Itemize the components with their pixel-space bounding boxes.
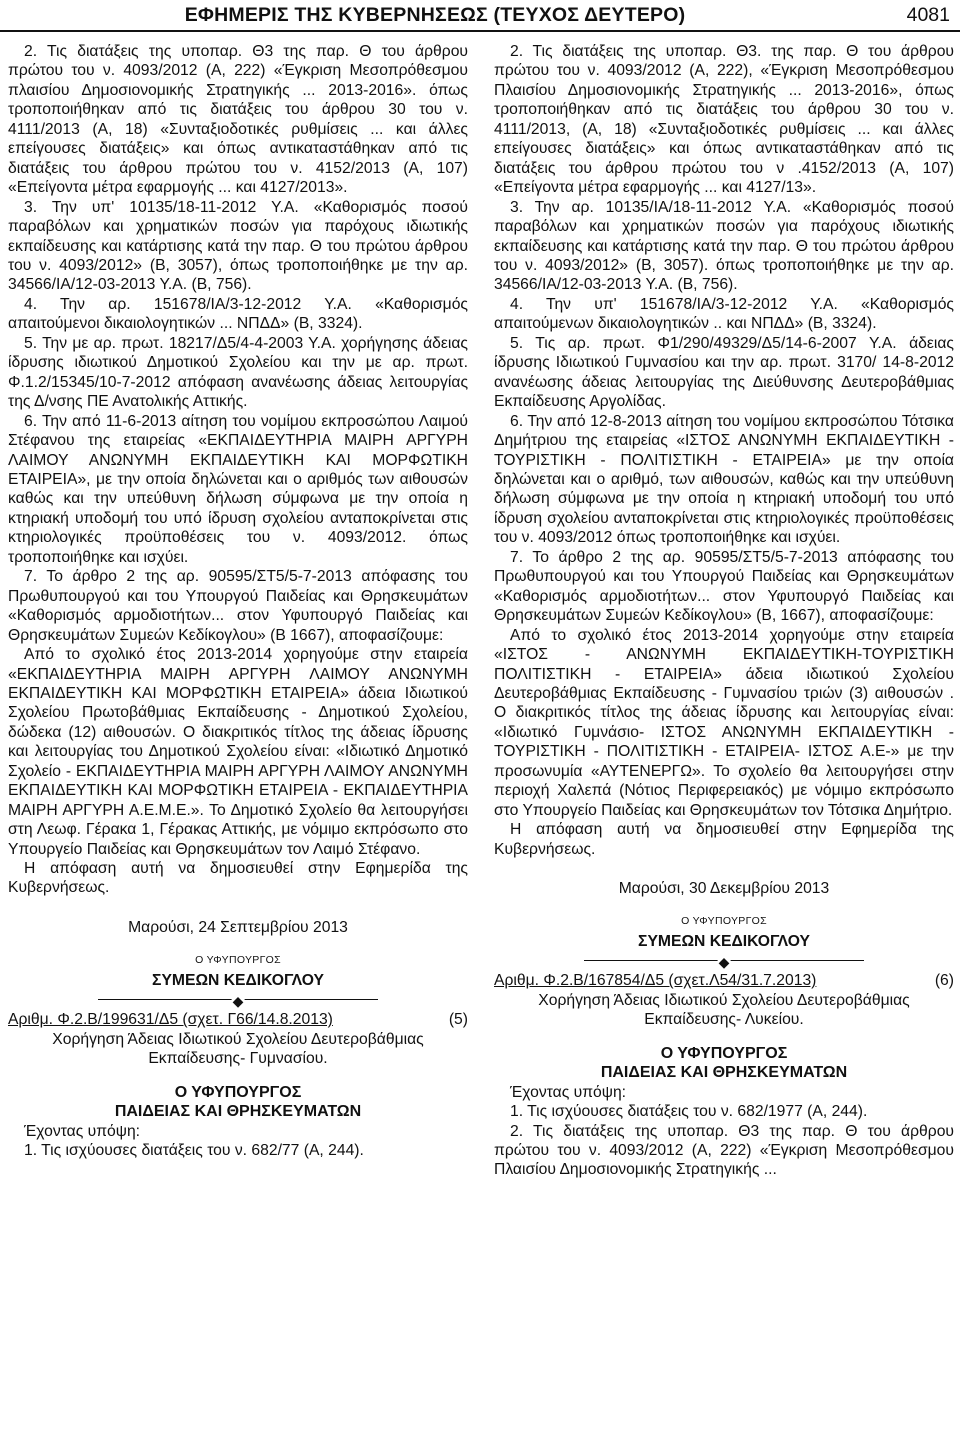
header-rule [0, 30, 960, 32]
paragraph: 4. Την αρ. 151678/ΙΑ/3-12-2012 Υ.Α. «Καθορισμός απαιτούμενοι δικαιολογητικών ... ΝΠΔΔ» (Β, 3324). [8, 295, 468, 333]
diamond-icon: ◆ [718, 953, 731, 972]
gazette-title: ΕΦΗΜΕΡΙΣ ΤΗΣ ΚΥΒΕΡΝΗΣΕΩΣ (ΤΕΥΧΟΣ ΔΕΥΤΕΡΟ) [184, 4, 686, 26]
paragraph: 2. Τις διατάξεις της υποπαρ. Θ3. της παρ. Θ του άρθρου πρώτου του ν. 4093/2012 (Α, 222), «Έγκριση Μεσοπρόθεσμου Πλαισίου Δημοσιονομικής Στρατηγικής ... 2013-2016», όπως τροποποιήθηκαν από τις διατάξεις του άρθρου 30 του ν. 4111/2013, (Α, 18) «Συνταξιοδοτικές ρυθμίσεις ... και άλλες επείγουσες διατάξεις» και όπως αντικαταστάθηκαν από τις διατάξεις του άρθρου πρώτου του ν .4152/2013 (Α, 107) «Επείγοντα μέτρα εφαρμογής ... και 4127/13». [494, 43, 954, 197]
page-header [0, 0, 960, 34]
place-date: Μαρούσι, 30 Δεκεμβρίου 2013 [618, 880, 830, 898]
reference-number: Αριθμ. Φ.2.Β/167854/Δ5 (σχετ.Λ54/31.7.2013) [494, 972, 817, 990]
minister-heading: Ο ΥΦΥΠΟΥΡΓΟΣ [660, 1044, 788, 1062]
decision-subject: Χορήγηση Άδειας Ιδιωτικού Σχολείου Δευτεροβάθμιας Εκπαίδευσης- Γυμνασίου. [52, 1030, 424, 1068]
paragraph: Από το σχολικό έτος 2013-2014 χορηγούμε στην εταιρεία «ΙΣΤΟΣ - ΑΝΩΝΥΜΗ ΕΚΠΑΙΔΕΥΤΙΚΗ-ΤΟΥΡΙΣΤΙΚΗ ΠΟΛΙΤΙΣΤΙΚΗ - ΕΤΑΙΡΕΙΑ» άδεια ιδιωτικού Σχολείου Δευτεροβάθμιας Εκπαίδευσης - Γυμνασίου τριών (3) αιθουσών . Ο διακριτικός τίτλος της άδειας ίδρυσης και λειτουργίας είναι: «Ιδιωτικό Γυμνάσιο- ΙΣΤΟΣ ΑΝΩΝΥΜΗ ΕΚΠΑΙΔΕΥΤΙΚΗ - ΤΟΥΡΙΣΤΙΚΗ - ΠΟΛΙΤΙΣΤΙΚΗ - ΕΤΑΙΡΕΙΑ- ΙΣΤΟΣ Α.Ε-» με την προσωνυμία «ΑΥΤΕΝΕΡΓΩ». Το σχολείο θα λειτουργήσει στην περιοχή Χαλεπά (Νότιος Περιφερειακός) με νόμιμο εκπρόσωπο στο Υπουργείο Παιδείας και Θρησκευμάτων τον Τότσικα Δημήτριο. [494, 626, 954, 819]
signer-name: ΣΥΜΕΩΝ ΚΕΔΙΚΟΓΛΟΥ [638, 932, 810, 950]
paragraph: 3. Την αρ. 10135/ΙΑ/18-11-2012 Υ.Α. «Καθορισμός ποσού παραβόλων και χρηματικών ποσών για παρόχους ιδιωτικής εκπαίδευσης και κατάρτισης κατά την παρ. Θ του πρώτου άρθρου του ν. 4093/2012» (Β, 3057). όπως τροποποιήθηκε με την αρ. 34566/ΙΑ/12-03-2013 Υ.Α. (Β, 756). [494, 198, 954, 294]
decision-reference [494, 971, 954, 990]
paragraph: Η απόφαση αυτή να δημοσιευθεί στην Εφημερίδα της Κυβερνήσεως. [494, 821, 954, 858]
paragraph: 7. Το άρθρο 2 της αρ. 90595/ΣΤ5/5-7-2013 απόφασης του Πρωθυπουργού και του Υπουργού Παιδείας και Θρησκευμάτων «Καθορισμός αρμοδιοτήτων... στον Υφυπουργό Παιδείας και Θρησκευμάτων Συμεών Κεδίκογλου» (Β, 1667), αποφασίζουμε: [494, 548, 954, 625]
place-date: Μαρούσι, 24 Σεπτεμβρίου 2013 [128, 918, 348, 936]
paragraph: 1. Τις ισχύουσες διατάξεις του ν. 682/77 (Α, 244). [24, 1142, 364, 1160]
decision-index: (5) [448, 1011, 468, 1029]
signer-name: ΣΥΜΕΩΝ ΚΕΔΙΚΟΓΛΟΥ [152, 971, 324, 989]
paragraph: 6. Την από 12-8-2013 αίτηση του νομίμου εκπροσώπου Τότσικα Δημήτριου της εταιρείας «ΙΣΤΟΣ ΑΝΩΝΥΜΗ ΕΚΠΑΙΔΕΥΤΙΚΗ - ΤΟΥΡΙΣΤΙΚΗ - ΠΟΛΙΤΙΣΤΙΚΗ - ΕΤΑΙΡΕΙΑ» με την οποία δηλώνεται και ο αριθμό, των αιθουσών, καθώς και την υπεύθυνη δήλωση σύμφωνα με την οποία η κτηριακή υποδομή του υπό ίδρυση σχολείου ανταποκρίνεται στις κτηριολογικές προϋποθέσεις του ν. 4093/2012 όπως τροποποιήθηκε και ισχύει. [494, 412, 954, 547]
paragraph: 3. Την υπ' 10135/18-11-2012 Υ.Α. «Καθορισμός ποσού παραβόλων και χρηματικών ποσών για παρόχους ιδιωτικής εκπαίδευσης και κατάρτισης κατά την παρ. Θ του πρώτου άρθρου του ν. 4093/2012» (Β, 3057), όπως τροποποιήθηκε με την αρ. 34566/ΙΑ/12-03-2013 Υ.Α. (Β, 756). [8, 198, 468, 294]
paragraph: Η απόφαση αυτή να δημοσιευθεί στην Εφημερίδα της Κυβερνήσεως. [8, 860, 468, 897]
signer-role: Ο ΥΦΥΠΟΥΡΓΟΣ [195, 954, 281, 967]
considering-label: Έχοντας υπόψη: [24, 1122, 141, 1140]
decision-subject: Χορήγηση Άδειας Ιδιωτικού Σχολείου Δευτεροβάθμιας Εκπαίδευσης- Λυκείου. [538, 991, 910, 1029]
paragraph: 7. Το άρθρο 2 της αρ. 90595/ΣΤ5/5-7-2013 απόφασης του Πρωθυπουργού και του Υπουργού Παιδείας και Θρησκευμάτων «Καθορισμός αρμοδιοτήτων... στον Υφυπουργό Παιδείας και Θρησκευμάτων Συμεών Κεδίκογλου» (Β 1667), αποφασίζουμε: [8, 568, 468, 644]
diamond-icon: ◆ [232, 992, 245, 1011]
ministry-heading: ΠΑΙΔΕΙΑΣ ΚΑΙ ΘΡΗΣΚΕΥΜΑΤΩΝ [114, 1103, 362, 1121]
section-divider [8, 990, 468, 1010]
page-number: 4081 [906, 4, 950, 26]
section-divider [494, 951, 954, 971]
ministry-heading: ΠΑΙΔΕΙΑΣ ΚΑΙ ΘΡΗΣΚΕΥΜΑΤΩΝ [600, 1064, 848, 1082]
right-column [494, 42, 954, 1180]
paragraph: 4. Την υπ' 151678/ΙΑ/3-12-2012 Υ.Α. «Καθορισμός απαιτούμενων δικαιολογητικών .. και ΝΠΔΔ» (Β, 3324). [494, 295, 954, 333]
paragraph: 6. Την από 11-6-2013 αίτηση του νομίμου εκπροσώπου Λαιμού Στέφανου της εταιρείας «ΕΚΠΑΙΔΕΥΤΗΡΙΑ ΜΑΙΡΗ ΑΡΓΥΡΗ ΛΑΙΜΟΥ ΑΝΩΝΥΜΗ ΕΚΠΑΙΔΕΥΤΙΚΗ ΚΑΙ ΜΟΡΦΩΤΙΚΗ ΕΤΑΙΡΕΙΑ», με την οποία δηλώνεται και ο αριθμός των αιθουσών καθώς και την υπεύθυνη δήλωση σύμφωνα με την οποία η κτηριακή υποδομή του υπό ίδρυση σχολείου ανταποκρίνεται στις κτηριολογικές προϋποθέσεις του ν. 4093/2012. όπως τροποποιήθηκε και ισχύει. [8, 412, 468, 566]
decision-index: (6) [934, 972, 954, 990]
paragraph: 1. Τις ισχύουσες διατάξεις του ν. 682/1977 (Α, 244). [510, 1103, 868, 1121]
signer-role: Ο ΥΦΥΠΟΥΡΓΟΣ [681, 915, 767, 928]
minister-heading: Ο ΥΦΥΠΟΥΡΓΟΣ [174, 1083, 302, 1101]
paragraph: 2. Τις διατάξεις της υποπαρ. Θ3 της παρ. Θ του άρθρου πρώτου του ν. 4093/2012 (Α, 222) «Έγκριση Μεσοπρόθεσμου Πλαισίου Δημοσιονομικής Στρατηγικής ... [494, 1122, 954, 1179]
left-column [8, 42, 468, 1160]
paragraph: 2. Τις διατάξεις της υποπαρ. Θ3 της παρ. Θ του άρθρου πρώτου του ν. 4093/2012 (Α, 222) «Έγκριση Μεσοπρόθεσμου πλαισίου Δημοσιονομικής Στρατηγικής ... 2013-2016». όπως τροποποιήθηκαν από τις διατάξεις του άρθρου 30 του ν. 4111/2013 (Α, 18) «Συνταξιοδοτικές ρυθμίσεις ... και άλλες επείγουσες διατάξεις» και όπως αντικαταστάθηκαν από τις διατάξεις του άρθρου πρώτου του ν. 4152/2013 (Α, 107) «Επείγοντα μέτρα εφαρμογής ... και 4127/2013». [8, 43, 468, 197]
paragraph: 5. Τις αρ. πρωτ. Φ1/290/49329/Δ5/14-6-2007 Υ.Α. άδειας ίδρυσης Ιδιωτικού Γυμνασίου και την αρ. πρωτ. 3170/ 14-8-2012 ανανέωσης άδειας λειτουργίας της Διεύθυνσης Δευτεροβάθμιας Εκπαίδευσης Αργολίδας. [494, 334, 954, 411]
decision-reference [8, 1010, 468, 1029]
paragraph: 5. Την με αρ. πρωτ. 18217/Δ5/4-4-2003 Υ.Α. χορήγησης άδειας ίδρυσης ιδιωτικού Δημοτικού Σχολείου και την με αρ. πρωτ. Φ.1.2/15345/10-7-2012 απόφαση ανανέωσης άδειας λειτουργίας της Δ/νσης ΠΕ Ανατολικής Αττικής. [8, 334, 468, 411]
considering-label: Έχοντας υπόψη: [510, 1083, 627, 1101]
reference-number: Αριθμ. Φ.2.Β/199631/Δ5 (σχετ. Γ66/14.8.2013) [8, 1011, 333, 1029]
paragraph: Από το σχολικό έτος 2013-2014 χορηγούμε στην εταιρεία «ΕΚΠΑΙΔΕΥΤΗΡΙΑ ΜΑΙΡΗ ΑΡΓΥΡΗ ΛΑΙΜΟΥ ΑΝΩΝΥΜΗ ΕΚΠΑΙΔΕΥΤΙΚΗ ΚΑΙ ΜΟΡΦΩΤΙΚΗ ΕΤΑΙΡΕΙΑ» άδεια Ιδιωτικού Σχολείου Πρωτοβάθμιας Εκπαίδευσης - Δημοτικού Σχολείου, δώδεκα (12) αιθουσών. Ο διακριτικός τίτλος της άδειας ίδρυσης και λειτουργίας του Δημοτικού Σχολείου είναι: «Ιδιωτικό Δημοτικό Σχολείο - ΕΚΠΑΙΔΕΥΤΗΡΙΑ ΜΑΙΡΗ ΑΡΓΥΡΗ ΛΑΙΜΟΥ ΑΝΩΝΥΜΗ ΕΚΠΑΙΔΕΥΤΙΚΗ ΚΑΙ ΜΟΡΦΩΤΙΚΗ ΕΤΑΙΡΕΙΑ - ΕΚΠΑΙΔΕΥΤΗΡΙΑ ΜΑΙΡΗ ΑΡΓΥΡΗ Α.Ε.Μ.Ε.». Το Δημοτικό Σχολείο θα λειτουργήσει στη Λεωφ. Γέρακα 1, Γέρακας Αττικής, με νόμιμο εκπρόσωπο στο Υπουργείο Παιδείας και Θρησκευμάτων τον Λαιμό Στέφανο. [8, 646, 468, 858]
